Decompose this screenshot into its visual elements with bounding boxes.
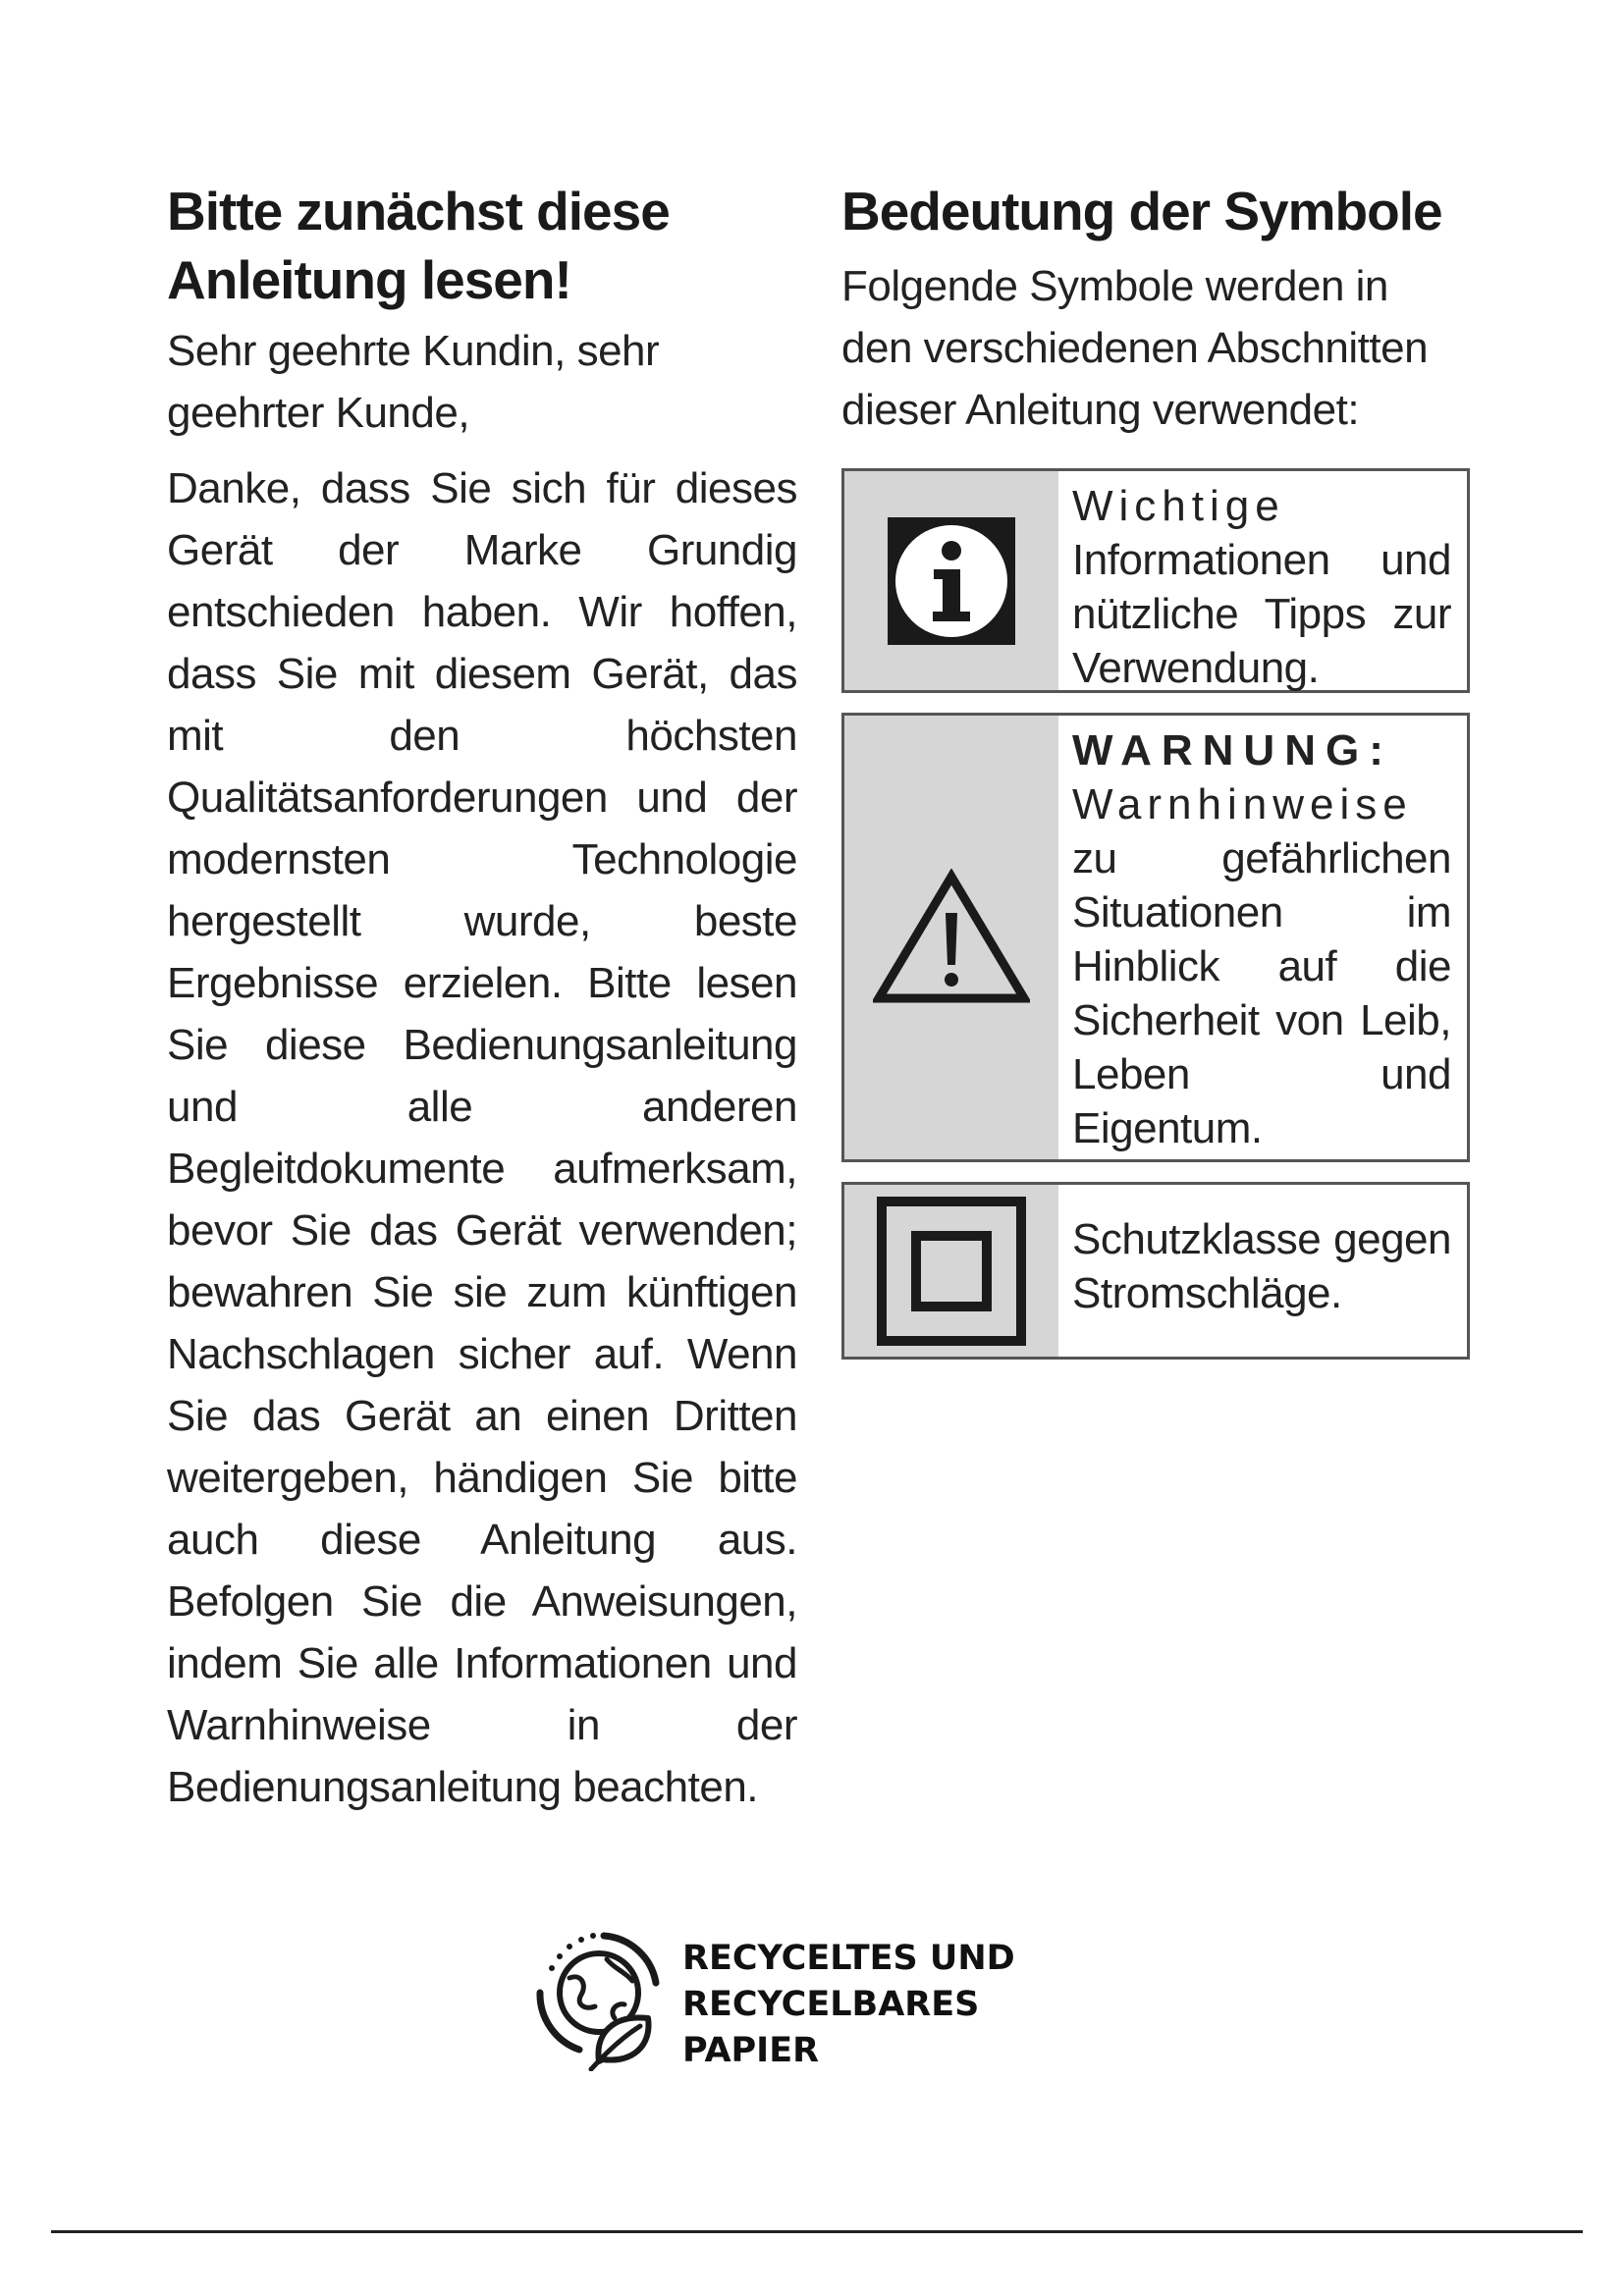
info-line-1: Wichtige	[1072, 482, 1285, 530]
recycled-paper-line-2: RECYCELBARES PAPIER	[682, 1985, 980, 2070]
symbol-description	[1058, 1185, 1467, 1357]
recycled-paper-line-1: RECYCELTES UND	[682, 1939, 1015, 1978]
info-icon	[888, 517, 1015, 645]
left-column	[167, 177, 797, 1818]
right-heading: Bedeutung der Symbole	[841, 181, 1442, 241]
symbol-cell	[844, 471, 1058, 690]
salutation: Sehr geehrte Kundin, sehr geehrter Kunde,	[167, 327, 660, 437]
symbol-row-warning	[841, 713, 1470, 1162]
protection-class-text: Schutzklasse gegen Stromschläge.	[1072, 1215, 1451, 1317]
protection-class-icon	[877, 1197, 1026, 1346]
right-column	[841, 177, 1470, 1379]
warning-text: zu gefährlichen Situationen im Hinblick auf die Sicherheit von Leib, Leben und Eigentum.	[1072, 834, 1451, 1152]
warning-triangle-icon	[873, 869, 1030, 1006]
symbols-table	[841, 468, 1470, 1360]
symbol-row-protection-class	[841, 1182, 1470, 1360]
recycled-paper-icon	[530, 1924, 668, 2071]
symbol-description	[1058, 471, 1467, 690]
symbols-intro-text: Folgende Symbole werden in den verschiedenen Abschnitten dieser Anleitung verwendet:	[841, 262, 1429, 434]
bottom-divider	[51, 2230, 1583, 2233]
symbol-cell	[844, 716, 1058, 1159]
info-text: Informationen und nützliche Tipps zur Verwendung.	[1072, 536, 1451, 692]
intro-body-text: Danke, dass Sie sich für dieses Gerät der Marke Grundig entschieden haben. Wir hoffen, dass Sie mit diesem Gerät, das mit den höchsten Qualitätsanforderungen und der modernsten Technologie hergestellt wurde, beste Ergebnisse erzielen. Bitte lesen Sie diese Bedienungsanleitung und alle anderen Begleitdokumente aufmerksam, bevor Sie das Gerät verwenden; bewahren Sie sie zum künftigen Nachschlagen sicher auf. Wenn Sie das Gerät an einen Dritten weitergeben, händigen Sie bitte auch diese Anleitung aus. Befolgen Sie die Anweisungen, indem Sie alle Informationen und Warnhinweise in der Bedienungsanleitung beachten.	[167, 464, 797, 1811]
symbol-cell	[844, 1185, 1058, 1357]
recycled-paper-notice	[530, 1924, 1119, 2081]
symbol-row-info	[841, 468, 1470, 693]
symbol-description	[1058, 716, 1467, 1159]
recycled-paper-label	[682, 1936, 1119, 2074]
warning-title: WARNUNG:	[1072, 726, 1393, 774]
warning-line-1: Warnhinweise	[1072, 780, 1413, 828]
left-heading: Bitte zunächst diese Anleitung lesen!	[167, 181, 670, 310]
